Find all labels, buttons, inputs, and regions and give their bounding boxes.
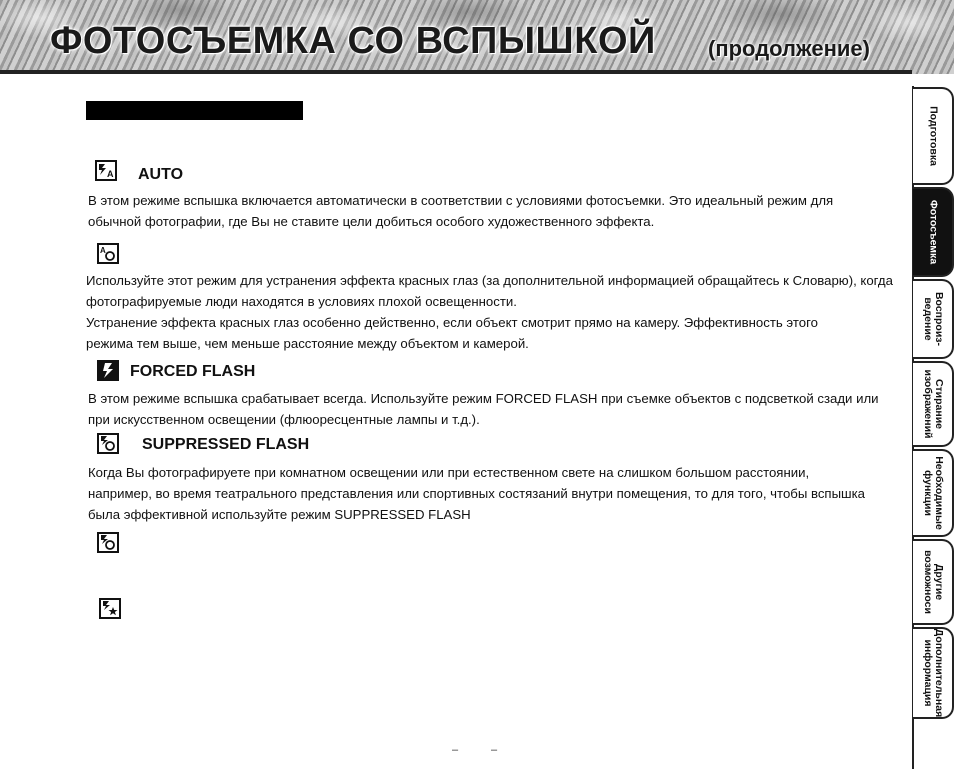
tab-label: Воспроиз- ведение [921, 291, 945, 347]
suppressed-flash-icon [97, 433, 119, 454]
svg-text:A: A [100, 246, 106, 255]
forced-flash-icon [97, 360, 119, 381]
tab-shooting[interactable] [913, 187, 954, 277]
tab-label: Другие возможноси [921, 550, 945, 614]
tab-playback[interactable] [913, 279, 954, 359]
tab-label: Необходимые функции [921, 456, 945, 530]
tab-additional-info[interactable] [913, 627, 954, 719]
suppressed-flash-title: SUPPRESSED FLASH [142, 436, 310, 453]
auto-mode-description: В этом режиме вспышка включается автоматически в соответствии с условиями фотосъемки. Это идеальный режим для обычной фотографии, где Вы не ставите цели добиться особого художественного эффекта. [88, 193, 834, 229]
footer-mark-right: – [491, 744, 498, 756]
forced-flash-title: FORCED FLASH [130, 363, 256, 380]
tab-essential-functions[interactable] [913, 449, 954, 537]
tab-label: Стирание изображений [921, 369, 945, 439]
tab-label: Подготовка [927, 106, 939, 166]
tab-label: Фотосъемка [927, 199, 939, 265]
tab-label: Дополнительная информация [921, 628, 945, 718]
tab-preparation[interactable] [913, 87, 954, 185]
tab-other-features[interactable] [913, 539, 954, 625]
redacted-heading-bar [86, 101, 303, 120]
auto-mode-title: AUTO [138, 166, 184, 183]
night-flash-icon [99, 598, 121, 619]
red-eye-description: Используйте этот режим для устранения эффекта красных глаз (за дополнительной информацией обращайтесь к Словарю), когда фотографируемые люди находятся в условиях плохой освещенности. [86, 273, 893, 309]
header-rule [0, 70, 912, 74]
page-title: ФОТОСЪЕМКА СО ВСПЫШКОЙ [50, 20, 656, 62]
footer-mark-left: – [452, 744, 459, 756]
page-header [0, 0, 954, 74]
forced-flash-description: В этом режиме вспышка срабатывает всегда. Используйте режим FORCED FLASH при съемке объектов с подсветкой сзади или при искусственном освещении (флюоресцентные лампы и т.д.). [88, 391, 879, 427]
red-eye-effectiveness: Устранение эффекта красных глаз особенно действенно, если объект смотрит прямо на камеру. Эффективность этого режима тем выше, чем меньше расстояние между объектом и камерой. [86, 315, 818, 351]
suppressed-flash-description: Когда Вы фотографируете при комнатном освещении или при естественном свете на слишком большом расстоянии, например, во время театрального представления или спортивных состязаний внутри помещения, то для того, чтобы вспышка была эффективной используйте режим SUPPRESSED FLASH [88, 465, 866, 522]
suppressed-flash-icon [97, 532, 119, 553]
page-subtitle: (продолжение) [708, 36, 870, 61]
flash-auto-icon [95, 160, 117, 181]
tab-erasing-images[interactable] [913, 361, 954, 447]
svg-text:A: A [107, 169, 114, 179]
red-eye-auto-icon [97, 243, 119, 264]
